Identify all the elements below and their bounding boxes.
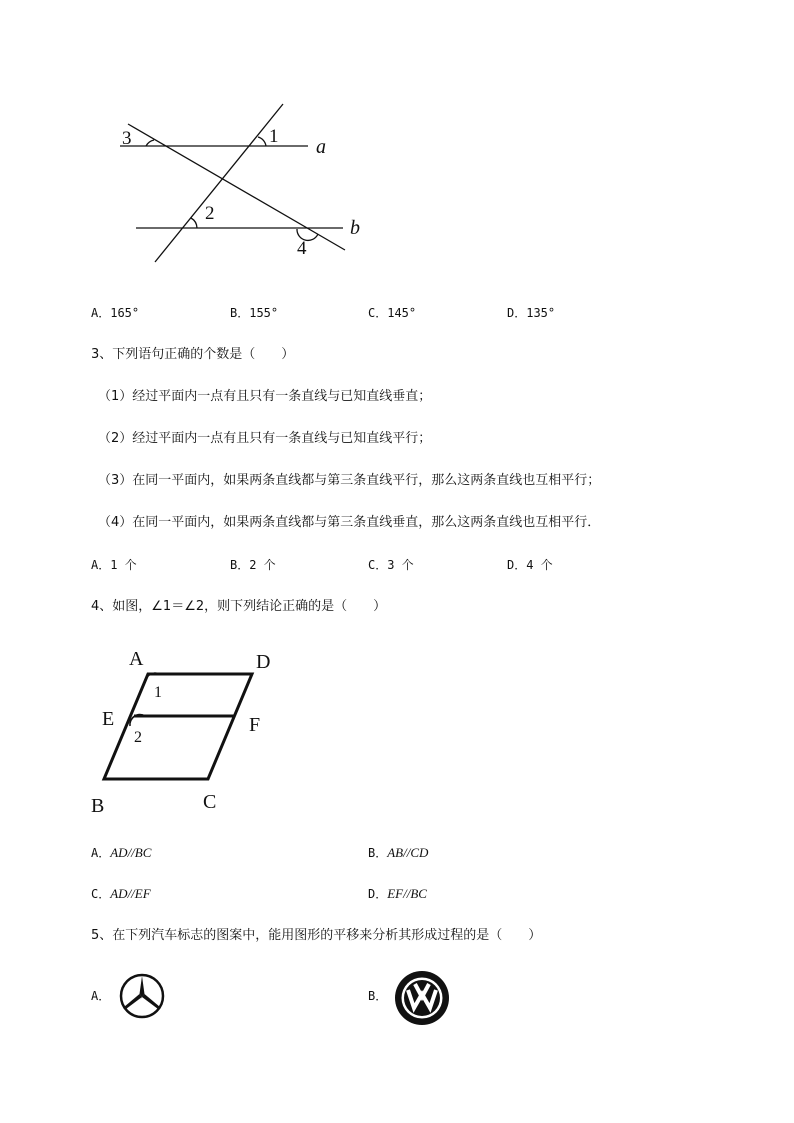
vertex-label-e: E — [102, 708, 115, 730]
q4-option-a[interactable] — [91, 845, 151, 862]
q2-option-b[interactable]: B．155° — [230, 306, 279, 320]
vertex-label-b: B — [91, 795, 105, 817]
vertex-label-d: D — [256, 651, 271, 673]
parallel-lines-figure — [100, 95, 380, 270]
angle-arc-2 — [191, 218, 197, 228]
transversal-2 — [128, 124, 345, 250]
angle-arc-1 — [258, 137, 266, 146]
parallelogram-figure — [88, 640, 288, 820]
q4-option-d[interactable] — [368, 886, 427, 903]
q3-statement-3: （3）在同一平面内，如果两条直线都与第三条直线平行，那么这两条直线也互相平行； — [98, 473, 601, 488]
q4-option-d-prefix: D． — [368, 887, 388, 901]
vertex-label-a: A — [129, 648, 144, 670]
q4-option-b-value: AB//CD — [387, 845, 429, 860]
line-label-a: a — [316, 136, 326, 158]
q4-option-a-prefix: A． — [91, 846, 111, 860]
q4-option-b[interactable] — [368, 845, 428, 862]
q3-option-a[interactable]: A．1 个 — [91, 558, 137, 572]
q5-option-a[interactable]: A． — [91, 989, 111, 1003]
volkswagen-logo-icon — [394, 970, 450, 1026]
angle-label-3: 3 — [122, 128, 132, 149]
q4-option-d-value: EF//BC — [387, 886, 427, 901]
parallelogram-abcd — [104, 674, 252, 779]
q3-option-d[interactable]: D．4 个 — [507, 558, 553, 572]
angle-label-4: 4 — [297, 238, 307, 259]
q3-option-c[interactable]: C．3 个 — [368, 558, 414, 572]
q5-stem: 5、在下列汽车标志的图案中，能用图形的平移来分析其形成过程的是（ ） — [91, 928, 542, 943]
q3-stem: 3、下列语句正确的个数是（ ） — [91, 347, 295, 362]
q2-option-a[interactable]: A．165° — [91, 306, 140, 320]
q5-option-b[interactable]: B． — [368, 989, 388, 1003]
q3-option-b[interactable]: B．2 个 — [230, 558, 276, 572]
q4-stem: 4、如图，∠1＝∠2，则下列结论正确的是（ ） — [91, 599, 387, 614]
line-label-b: b — [350, 217, 360, 239]
q4-option-c-prefix: C． — [91, 887, 111, 901]
transversal-1 — [155, 104, 283, 262]
q3-statement-2: （2）经过平面内一点有且只有一条直线与已知直线平行； — [98, 431, 432, 446]
q4-option-a-value: AD//BC — [110, 845, 152, 860]
q2-option-c[interactable]: C．145° — [368, 306, 417, 320]
angle-label-1: 1 — [154, 684, 162, 701]
q4-option-b-prefix: B． — [368, 846, 388, 860]
angle-label-1: 1 — [269, 126, 279, 147]
angle-label-2: 2 — [205, 203, 215, 224]
angle-arc-3 — [146, 140, 154, 146]
vertex-label-c: C — [203, 791, 217, 813]
mercedes-logo-icon — [118, 972, 166, 1020]
vertex-label-f: F — [249, 714, 261, 736]
q3-statement-1: （1）经过平面内一点有且只有一条直线与已知直线垂直； — [98, 389, 432, 404]
q4-option-c-value: AD//EF — [110, 886, 151, 901]
q2-option-d[interactable]: D．135° — [507, 306, 556, 320]
q4-option-c[interactable] — [91, 886, 151, 903]
angle-label-2: 2 — [134, 729, 142, 746]
q3-statement-4: （4）在同一平面内，如果两条直线都与第三条直线垂直，那么这两条直线也互相平行． — [98, 515, 601, 530]
